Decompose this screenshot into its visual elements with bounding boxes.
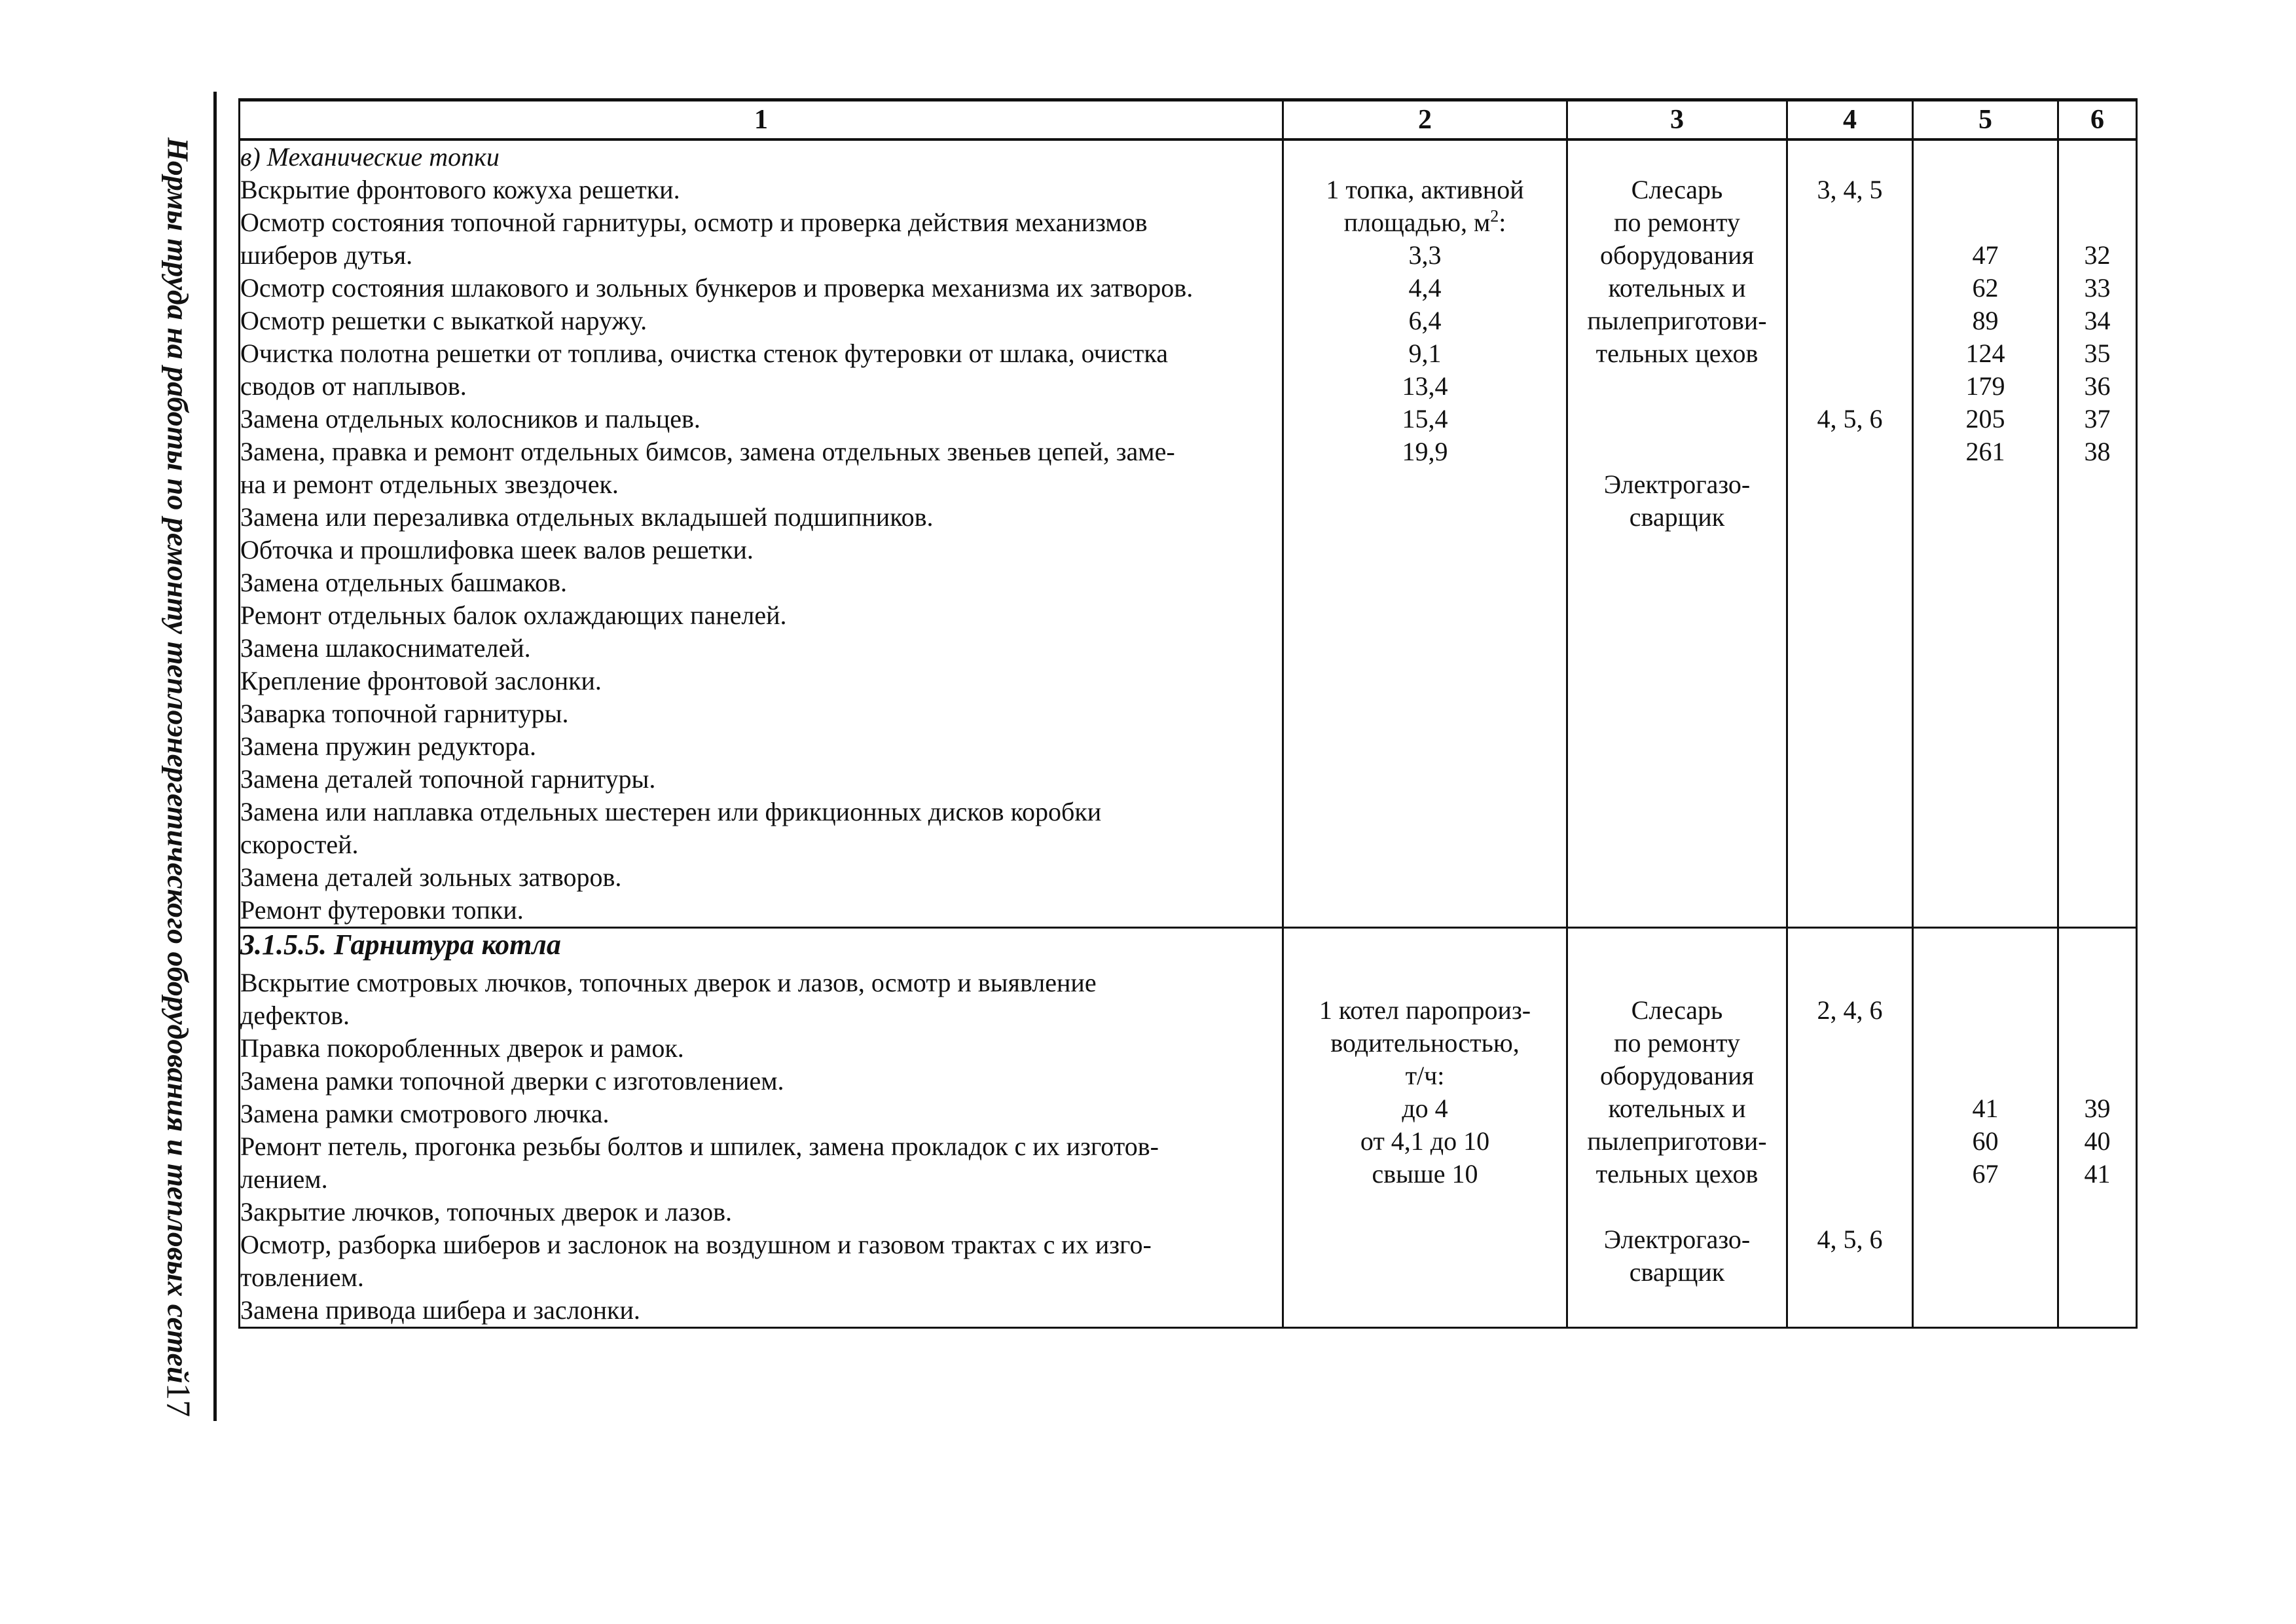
profession-line: сварщик (1629, 1257, 1725, 1287)
work-item: Вскрытие смотровых лючков, топочных дверок и лазов, осмотр и выявление (240, 968, 1097, 997)
unit-value: 19,9 (1402, 437, 1448, 466)
measurement-unit-cell (1283, 928, 1567, 1328)
time-norm-value: 124 (1965, 339, 2005, 368)
work-item: дефектов. (240, 1001, 350, 1030)
work-item: лением. (240, 1164, 328, 1194)
profession-line: сварщик (1629, 502, 1725, 532)
work-item: Осмотр состояния шлакового и зольных бункеров и проверка механизма их затворов. (240, 273, 1194, 303)
unit-value: 4,4 (1408, 273, 1442, 303)
grade-cell (1787, 139, 1913, 928)
grade-value: 2, 4, 6 (1817, 995, 1883, 1025)
code-value: 41 (2084, 1159, 2111, 1189)
unit-value: 9,1 (1408, 339, 1442, 368)
table-row-mechanical-stokers (240, 139, 2137, 928)
work-item: Вскрытие фронтового кожуха решетки. (240, 175, 680, 204)
work-description-cell (240, 928, 1283, 1328)
table-header-row (240, 100, 2137, 140)
grade-value: 4, 5, 6 (1817, 404, 1883, 434)
work-item: товлением. (240, 1263, 364, 1292)
work-item: Правка покоробленных дверок и рамок. (240, 1033, 684, 1063)
profession-line: котельных и (1608, 273, 1746, 303)
work-item: Очистка полотна решетки от топлива, очистка стенок футеровки от шлака, очистка (240, 339, 1168, 368)
time-norm-cell (1913, 928, 2058, 1328)
work-item: Замена или наплавка отдельных шестерен или фрикционных дисков коробки (240, 797, 1102, 826)
work-item: Замена привода шибера и заслонки. (240, 1295, 640, 1325)
section-title: 3.1.5.5. Гарнитура котла (240, 929, 561, 961)
column-header-2: 2 (1283, 100, 1567, 140)
grade-value: 4, 5, 6 (1817, 1225, 1883, 1254)
time-norm-value: 205 (1965, 404, 2005, 434)
unit-label: площадью, $м^2$: (1343, 206, 1506, 237)
work-item: Замена деталей зольных затворов. (240, 862, 622, 892)
profession-line: пылеприготови- (1587, 306, 1767, 335)
unit-value: до 4 (1402, 1094, 1448, 1123)
code-cell (2058, 139, 2137, 928)
profession-line: оборудования (1600, 1061, 1754, 1090)
work-item: Обточка и прошлифовка шеек валов решетки. (240, 535, 754, 564)
profession-line: тельных цехов (1595, 1159, 1758, 1189)
unit-value: 13,4 (1402, 371, 1448, 401)
profession-line: Слесарь (1631, 175, 1723, 204)
column-header-1: 1 (240, 100, 1283, 140)
profession-line: тельных цехов (1595, 339, 1758, 368)
code-value: 32 (2084, 240, 2111, 270)
work-item: Осмотр, разборка шиберов и заслонок на воздушном и газовом трактах с их изго- (240, 1230, 1152, 1259)
unit-label: т/ч: (1405, 1061, 1445, 1090)
unit-value: 6,4 (1408, 306, 1442, 335)
time-norm-value: 261 (1965, 437, 2005, 466)
time-norm-value: 47 (1972, 240, 1999, 270)
work-item: Замена шлакоснимателей. (240, 633, 531, 663)
grade-cell (1787, 928, 1913, 1328)
subsection-title: в) Механические топки (240, 142, 500, 172)
time-norm-value: 60 (1972, 1126, 1999, 1156)
unit-value: свыше 10 (1372, 1159, 1478, 1189)
code-value: 40 (2084, 1126, 2111, 1156)
column-header-3: 3 (1567, 100, 1787, 140)
work-item: Заварка топочной гарнитуры. (240, 699, 569, 728)
unit-value: 15,4 (1402, 404, 1448, 434)
work-item: Ремонт отдельных балок охлаждающих панелей. (240, 600, 787, 630)
measurement-unit-cell (1283, 139, 1567, 928)
work-item: Осмотр состояния топочной гарнитуры, осмотр и проверка действия механизмов (240, 208, 1148, 237)
unit-label: 1 топка, активной (1326, 175, 1524, 204)
profession-line: Слесарь (1631, 995, 1723, 1025)
work-item: Крепление фронтовой заслонки. (240, 666, 602, 695)
running-header-text: Нормы труда на работы по ремонту теплоэнергетического оборудования и тепловых сетей (161, 138, 195, 1384)
work-description-cell (240, 139, 1283, 928)
grade-value: 3, 4, 5 (1817, 175, 1883, 204)
profession-line: котельных и (1608, 1094, 1746, 1123)
work-item: Замена деталей топочной гарнитуры. (240, 764, 656, 794)
time-norm-value: 62 (1972, 273, 1999, 303)
time-norm-value: 179 (1965, 371, 2005, 401)
time-norm-value: 67 (1972, 1159, 1999, 1189)
profession-cell (1567, 928, 1787, 1328)
code-value: 37 (2084, 404, 2111, 434)
unit-value: 3,3 (1408, 240, 1442, 270)
profession-line: по ремонту (1614, 208, 1740, 237)
table-row-boiler-fittings (240, 928, 2137, 1328)
page-number-text: 17 (159, 1383, 197, 1417)
profession-line: Электрогазо- (1603, 470, 1751, 499)
work-item: Замена отдельных колосников и пальцев. (240, 404, 701, 434)
profession-line: по ремонту (1614, 1028, 1740, 1058)
unit-label: 1 котел паропроиз- (1319, 995, 1531, 1025)
work-item: Замена рамки топочной дверки с изготовлением. (240, 1066, 784, 1096)
margin-rule (213, 92, 217, 1421)
profession-cell (1567, 139, 1787, 928)
unit-value: от 4,1 до 10 (1360, 1126, 1490, 1156)
profession-line: оборудования (1600, 240, 1754, 270)
work-item: Закрытие лючков, топочных дверок и лазов. (240, 1197, 732, 1227)
code-value: 38 (2084, 437, 2111, 466)
column-header-4: 4 (1787, 100, 1913, 140)
column-header-6: 6 (2058, 100, 2137, 140)
work-item: Ремонт петель, прогонка резьбы болтов и шпилек, замена прокладок с их изготов- (240, 1132, 1159, 1161)
work-item: Замена отдельных башмаков. (240, 568, 568, 597)
time-norm-cell (1913, 139, 2058, 928)
work-item: на и ремонт отдельных звездочек. (240, 470, 619, 499)
unit-label: водительностью, (1330, 1028, 1520, 1058)
code-value: 39 (2084, 1094, 2111, 1123)
work-item: Ремонт футеровки топки. (240, 895, 524, 925)
time-norm-value: 89 (1972, 306, 1999, 335)
code-value: 36 (2084, 371, 2111, 401)
work-item: Замена пружин редуктора. (240, 731, 537, 761)
code-value: 34 (2084, 306, 2111, 335)
code-value: 33 (2084, 273, 2111, 303)
work-item: Замена или перезаливка отдельных вкладышей подшипников. (240, 502, 934, 532)
profession-line: Электрогазо- (1603, 1225, 1751, 1254)
profession-line: пылеприготови- (1587, 1126, 1767, 1156)
code-value: 35 (2084, 339, 2111, 368)
work-item: Осмотр решетки с выкаткой наружу. (240, 306, 647, 335)
work-item: сводов от наплывов. (240, 371, 467, 401)
column-header-5: 5 (1913, 100, 2058, 140)
code-cell (2058, 928, 2137, 1328)
work-item: шиберов дутья. (240, 240, 413, 270)
work-item: Замена, правка и ремонт отдельных бимсов, замена отдельных звеньев цепей, заме- (240, 437, 1175, 466)
work-item: скоростей. (240, 830, 359, 859)
norms-table (238, 98, 2138, 1329)
work-item: Замена рамки смотрового лючка. (240, 1099, 610, 1128)
time-norm-value: 41 (1972, 1094, 1999, 1123)
norms-table-container (238, 98, 2136, 1329)
